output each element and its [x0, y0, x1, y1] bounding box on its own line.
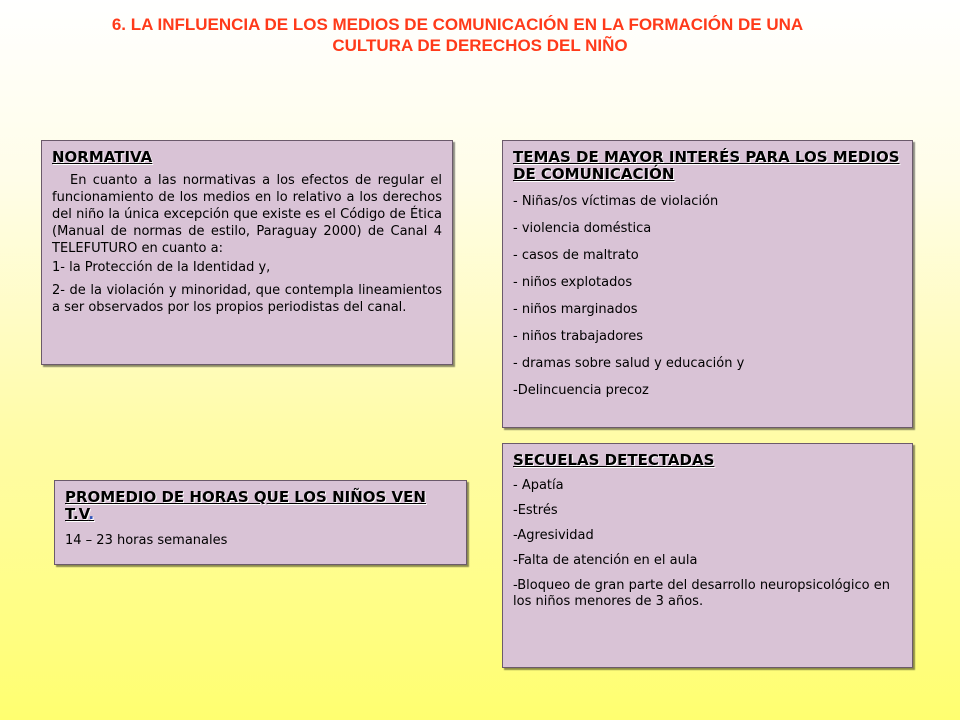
normativa-box [41, 140, 453, 365]
list-item: -Falta de atención en el aula [513, 553, 698, 568]
normativa-item-2: 2- de la violación y minoridad, que contempla lineamientos a ser observados por los propios periodistas del canal. [52, 283, 442, 315]
list-item: - casos de maltrato [513, 248, 639, 263]
slide-title-line1: 6. LA INFLUENCIA DE LOS MEDIOS DE COMUNICACIÓN EN LA FORMACIÓN DE UNA [111, 15, 804, 34]
secuelas-box [502, 443, 913, 668]
list-item: - Apatía [513, 478, 564, 493]
normativa-item-1: 1- la Protección de la Identidad y, [52, 260, 271, 275]
promedio-box [54, 480, 467, 565]
list-item: -Agresividad [513, 528, 594, 543]
secuelas-heading: SECUELAS DETECTADAS [513, 451, 715, 469]
normativa-paragraph: En cuanto a las normativas a los efectos de regular el funcionamiento de los medios en lo relativo a los derechos del niño la única excepción que existe es el Código de Ética (Manual de normas de estilo, Paraguay 2000) de Canal 4 TELEFUTURO en cuanto a: [52, 173, 442, 256]
temas-heading: TEMAS DE MAYOR INTERÉS PARA LOS MEDIOS DE COMUNICACIÓN [513, 148, 900, 183]
list-item: - niños trabajadores [513, 329, 644, 344]
list-item: -Delincuencia precoz [513, 383, 649, 398]
temas-box [502, 140, 913, 428]
list-item: - violencia doméstica [513, 221, 652, 236]
normativa-heading: NORMATIVA [52, 148, 153, 166]
promedio-heading-period: . [88, 505, 95, 523]
promedio-heading [65, 489, 456, 523]
slide-title-line2: CULTURA DE DERECHOS DEL NIÑO [332, 36, 628, 55]
list-item: -Estrés [513, 503, 558, 518]
slide-title [0, 14, 960, 56]
list-item: - Niñas/os víctimas de violación [513, 194, 719, 209]
promedio-value: 14 – 23 horas semanales [65, 533, 228, 548]
list-item: - niños explotados [513, 275, 633, 290]
list-item: -Bloqueo de gran parte del desarrollo neuropsicológico en los niños menores de 3 años. [513, 578, 890, 609]
list-item: - niños marginados [513, 302, 638, 317]
promedio-heading-text: PROMEDIO DE HORAS QUE LOS NIÑOS VEN T.V [65, 488, 426, 523]
list-item: - dramas sobre salud y educación y [513, 356, 745, 371]
